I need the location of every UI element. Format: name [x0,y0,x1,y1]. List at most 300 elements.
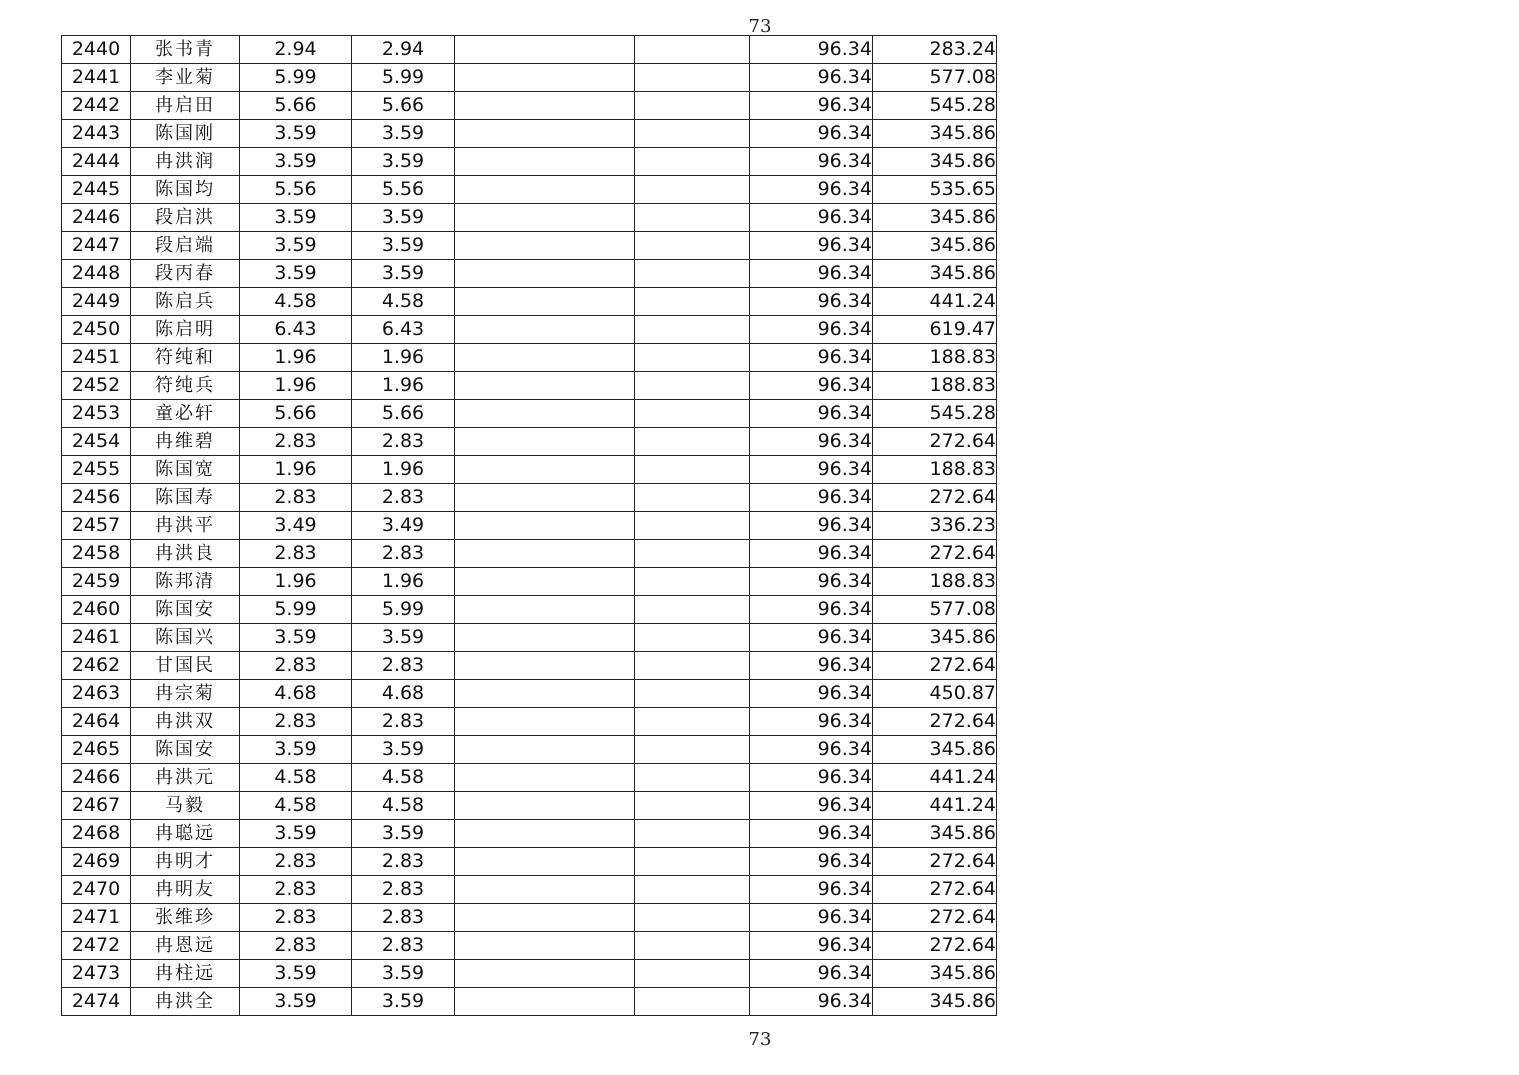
row-id-cell: 2440 [62,36,131,64]
table-row [62,344,997,372]
row-value-a-cell: 3.59 [240,260,352,288]
row-value-b-cell: 3.59 [352,232,455,260]
row-empty-cell-1 [455,652,635,680]
row-empty-cell-2 [635,904,750,932]
row-amount-cell: 345.86 [873,260,997,288]
row-rate-cell: 96.34 [750,428,873,456]
row-empty-cell-2 [635,204,750,232]
row-amount-cell: 441.24 [873,792,997,820]
row-empty-cell-2 [635,148,750,176]
row-value-a-cell: 3.59 [240,960,352,988]
row-empty-cell-1 [455,904,635,932]
row-name-cell: 陈国宽 [131,456,240,484]
row-rate-cell: 96.34 [750,512,873,540]
row-value-b-cell: 5.66 [352,92,455,120]
row-empty-cell-1 [455,988,635,1016]
row-amount-cell: 272.64 [873,540,997,568]
row-value-a-cell: 4.68 [240,680,352,708]
row-value-a-cell: 2.83 [240,652,352,680]
row-empty-cell-1 [455,484,635,512]
row-amount-cell: 283.24 [873,36,997,64]
row-empty-cell-1 [455,764,635,792]
row-name-cell: 张书青 [131,36,240,64]
row-name-cell: 冉洪润 [131,148,240,176]
row-value-a-cell: 3.59 [240,624,352,652]
row-value-a-cell: 2.83 [240,876,352,904]
row-rate-cell: 96.34 [750,36,873,64]
row-value-b-cell: 2.83 [352,708,455,736]
row-empty-cell-1 [455,456,635,484]
row-value-b-cell: 3.59 [352,988,455,1016]
row-value-b-cell: 3.59 [352,148,455,176]
table-row [62,428,997,456]
row-value-b-cell: 3.49 [352,512,455,540]
table-row [62,988,997,1016]
row-amount-cell: 577.08 [873,64,997,92]
row-name-cell: 陈启明 [131,316,240,344]
row-value-a-cell: 5.99 [240,64,352,92]
row-rate-cell: 96.34 [750,260,873,288]
row-empty-cell-2 [635,260,750,288]
row-id-cell: 2452 [62,372,131,400]
row-empty-cell-1 [455,120,635,148]
row-rate-cell: 96.34 [750,820,873,848]
row-name-cell: 甘国民 [131,652,240,680]
row-empty-cell-2 [635,708,750,736]
row-amount-cell: 441.24 [873,288,997,316]
row-name-cell: 冉维碧 [131,428,240,456]
row-id-cell: 2457 [62,512,131,540]
row-empty-cell-1 [455,512,635,540]
row-empty-cell-1 [455,876,635,904]
row-value-a-cell: 4.58 [240,764,352,792]
row-name-cell: 段启洪 [131,204,240,232]
table-row [62,484,997,512]
row-rate-cell: 96.34 [750,344,873,372]
row-value-b-cell: 2.83 [352,848,455,876]
table-row [62,372,997,400]
row-rate-cell: 96.34 [750,92,873,120]
row-empty-cell-1 [455,36,635,64]
row-name-cell: 冉柱远 [131,960,240,988]
row-name-cell: 冉明才 [131,848,240,876]
row-amount-cell: 441.24 [873,764,997,792]
table-row [62,736,997,764]
row-amount-cell: 336.23 [873,512,997,540]
row-amount-cell: 272.64 [873,876,997,904]
row-empty-cell-1 [455,176,635,204]
row-value-b-cell: 3.59 [352,736,455,764]
table-row [62,568,997,596]
table-row [62,120,997,148]
row-amount-cell: 345.86 [873,988,997,1016]
row-value-a-cell: 3.59 [240,820,352,848]
table-row [62,596,997,624]
row-empty-cell-2 [635,176,750,204]
row-name-cell: 冉聪远 [131,820,240,848]
row-value-a-cell: 5.56 [240,176,352,204]
row-id-cell: 2467 [62,792,131,820]
row-name-cell: 陈邦清 [131,568,240,596]
row-rate-cell: 96.34 [750,456,873,484]
row-empty-cell-1 [455,932,635,960]
row-name-cell: 冉洪良 [131,540,240,568]
row-amount-cell: 188.83 [873,344,997,372]
row-value-b-cell: 2.83 [352,540,455,568]
row-amount-cell: 272.64 [873,652,997,680]
row-value-b-cell: 4.58 [352,288,455,316]
row-amount-cell: 345.86 [873,120,997,148]
row-value-b-cell: 3.59 [352,120,455,148]
table-row [62,232,997,260]
row-amount-cell: 577.08 [873,596,997,624]
row-empty-cell-1 [455,64,635,92]
row-empty-cell-2 [635,540,750,568]
row-empty-cell-2 [635,456,750,484]
row-rate-cell: 96.34 [750,540,873,568]
row-value-a-cell: 3.59 [240,988,352,1016]
row-value-b-cell: 2.83 [352,932,455,960]
row-name-cell: 李业菊 [131,64,240,92]
row-empty-cell-1 [455,736,635,764]
row-name-cell: 马毅 [131,792,240,820]
row-empty-cell-2 [635,232,750,260]
row-rate-cell: 96.34 [750,204,873,232]
row-name-cell: 陈国兴 [131,624,240,652]
row-amount-cell: 188.83 [873,456,997,484]
row-value-a-cell: 4.58 [240,288,352,316]
row-empty-cell-1 [455,708,635,736]
row-id-cell: 2454 [62,428,131,456]
row-id-cell: 2458 [62,540,131,568]
row-empty-cell-2 [635,764,750,792]
row-id-cell: 2445 [62,176,131,204]
row-id-cell: 2459 [62,568,131,596]
row-id-cell: 2443 [62,120,131,148]
table-row [62,92,997,120]
row-rate-cell: 96.34 [750,596,873,624]
table-row [62,36,997,64]
row-id-cell: 2460 [62,596,131,624]
row-id-cell: 2461 [62,624,131,652]
row-empty-cell-2 [635,484,750,512]
row-value-a-cell: 3.59 [240,232,352,260]
row-value-a-cell: 3.59 [240,736,352,764]
row-id-cell: 2471 [62,904,131,932]
row-value-a-cell: 3.49 [240,512,352,540]
row-name-cell: 符纯和 [131,344,240,372]
row-name-cell: 冉宗菊 [131,680,240,708]
row-value-b-cell: 2.83 [352,428,455,456]
row-value-b-cell: 3.59 [352,960,455,988]
row-value-b-cell: 1.96 [352,456,455,484]
row-amount-cell: 272.64 [873,708,997,736]
row-name-cell: 冉明友 [131,876,240,904]
row-value-b-cell: 5.99 [352,64,455,92]
table-row [62,960,997,988]
row-amount-cell: 535.65 [873,176,997,204]
row-name-cell: 童必轩 [131,400,240,428]
table-row [62,680,997,708]
row-id-cell: 2451 [62,344,131,372]
row-value-b-cell: 4.68 [352,680,455,708]
row-name-cell: 冉洪双 [131,708,240,736]
table-row [62,204,997,232]
row-value-b-cell: 1.96 [352,372,455,400]
row-name-cell: 段启端 [131,232,240,260]
row-value-b-cell: 5.66 [352,400,455,428]
row-empty-cell-1 [455,568,635,596]
row-name-cell: 陈启兵 [131,288,240,316]
table-row [62,764,997,792]
row-empty-cell-2 [635,652,750,680]
row-empty-cell-1 [455,372,635,400]
row-empty-cell-1 [455,540,635,568]
table-row [62,820,997,848]
row-id-cell: 2450 [62,316,131,344]
row-empty-cell-2 [635,624,750,652]
row-empty-cell-2 [635,36,750,64]
row-value-a-cell: 1.96 [240,456,352,484]
table-row [62,652,997,680]
row-empty-cell-2 [635,792,750,820]
row-value-a-cell: 2.83 [240,848,352,876]
row-id-cell: 2446 [62,204,131,232]
row-name-cell: 冉洪平 [131,512,240,540]
row-amount-cell: 188.83 [873,372,997,400]
row-amount-cell: 545.28 [873,92,997,120]
table-row [62,176,997,204]
table-row [62,932,997,960]
row-rate-cell: 96.34 [750,932,873,960]
row-rate-cell: 96.34 [750,372,873,400]
row-empty-cell-1 [455,596,635,624]
row-value-a-cell: 1.96 [240,344,352,372]
row-rate-cell: 96.34 [750,316,873,344]
row-empty-cell-2 [635,596,750,624]
row-rate-cell: 96.34 [750,848,873,876]
row-value-b-cell: 3.59 [352,204,455,232]
row-empty-cell-1 [455,148,635,176]
row-amount-cell: 272.64 [873,932,997,960]
row-rate-cell: 96.34 [750,568,873,596]
row-name-cell: 冉恩远 [131,932,240,960]
table-body [62,36,997,1016]
row-id-cell: 2465 [62,736,131,764]
row-value-a-cell: 2.94 [240,36,352,64]
table-row [62,792,997,820]
row-id-cell: 2466 [62,764,131,792]
table-row [62,848,997,876]
row-id-cell: 2447 [62,232,131,260]
row-amount-cell: 345.86 [873,232,997,260]
table-row [62,708,997,736]
row-amount-cell: 272.64 [873,428,997,456]
row-empty-cell-2 [635,92,750,120]
row-empty-cell-1 [455,232,635,260]
row-empty-cell-1 [455,680,635,708]
row-value-b-cell: 6.43 [352,316,455,344]
row-value-b-cell: 2.94 [352,36,455,64]
row-name-cell: 冉洪元 [131,764,240,792]
row-empty-cell-2 [635,288,750,316]
row-empty-cell-2 [635,988,750,1016]
row-value-a-cell: 5.66 [240,92,352,120]
row-id-cell: 2442 [62,92,131,120]
row-rate-cell: 96.34 [750,64,873,92]
row-amount-cell: 272.64 [873,904,997,932]
row-id-cell: 2468 [62,820,131,848]
row-empty-cell-2 [635,64,750,92]
row-value-b-cell: 4.58 [352,764,455,792]
row-amount-cell: 450.87 [873,680,997,708]
row-value-a-cell: 5.99 [240,596,352,624]
row-name-cell: 陈国安 [131,736,240,764]
table-row [62,456,997,484]
row-empty-cell-1 [455,316,635,344]
row-empty-cell-2 [635,400,750,428]
row-rate-cell: 96.34 [750,904,873,932]
row-amount-cell: 619.47 [873,316,997,344]
row-id-cell: 2464 [62,708,131,736]
row-amount-cell: 545.28 [873,400,997,428]
row-value-b-cell: 5.56 [352,176,455,204]
row-empty-cell-2 [635,120,750,148]
row-value-b-cell: 3.59 [352,820,455,848]
row-value-a-cell: 5.66 [240,400,352,428]
table-row [62,512,997,540]
row-id-cell: 2463 [62,680,131,708]
row-value-a-cell: 2.83 [240,428,352,456]
table-row [62,904,997,932]
row-name-cell: 冉启田 [131,92,240,120]
table-row [62,624,997,652]
row-name-cell: 冉洪全 [131,988,240,1016]
row-value-b-cell: 4.58 [352,792,455,820]
row-rate-cell: 96.34 [750,232,873,260]
row-empty-cell-2 [635,428,750,456]
row-name-cell: 陈国寿 [131,484,240,512]
row-name-cell: 陈国刚 [131,120,240,148]
row-empty-cell-2 [635,680,750,708]
row-rate-cell: 96.34 [750,148,873,176]
row-id-cell: 2472 [62,932,131,960]
row-empty-cell-1 [455,288,635,316]
row-empty-cell-1 [455,344,635,372]
row-empty-cell-2 [635,344,750,372]
row-name-cell: 陈国安 [131,596,240,624]
row-amount-cell: 272.64 [873,848,997,876]
row-amount-cell: 345.86 [873,960,997,988]
row-value-b-cell: 3.59 [352,624,455,652]
row-rate-cell: 96.34 [750,288,873,316]
row-rate-cell: 96.34 [750,988,873,1016]
row-empty-cell-1 [455,624,635,652]
row-rate-cell: 96.34 [750,484,873,512]
row-id-cell: 2455 [62,456,131,484]
row-rate-cell: 96.34 [750,400,873,428]
row-empty-cell-2 [635,372,750,400]
page-number-top: 73 [748,16,772,37]
row-empty-cell-1 [455,820,635,848]
row-empty-cell-2 [635,736,750,764]
row-amount-cell: 272.64 [873,484,997,512]
row-id-cell: 2470 [62,876,131,904]
row-id-cell: 2449 [62,288,131,316]
row-amount-cell: 345.86 [873,820,997,848]
row-empty-cell-1 [455,204,635,232]
row-name-cell: 段丙春 [131,260,240,288]
row-name-cell: 符纯兵 [131,372,240,400]
row-amount-cell: 345.86 [873,204,997,232]
table-row [62,316,997,344]
table-row [62,400,997,428]
page-number-bottom: 73 [748,1029,772,1050]
table-row [62,540,997,568]
row-value-b-cell: 1.96 [352,344,455,372]
row-rate-cell: 96.34 [750,876,873,904]
row-name-cell: 张维珍 [131,904,240,932]
row-id-cell: 2444 [62,148,131,176]
row-value-a-cell: 1.96 [240,372,352,400]
row-rate-cell: 96.34 [750,680,873,708]
row-value-a-cell: 2.83 [240,904,352,932]
row-value-b-cell: 2.83 [352,652,455,680]
row-rate-cell: 96.34 [750,736,873,764]
row-id-cell: 2462 [62,652,131,680]
row-value-b-cell: 2.83 [352,904,455,932]
row-rate-cell: 96.34 [750,176,873,204]
row-value-a-cell: 2.83 [240,708,352,736]
row-value-b-cell: 1.96 [352,568,455,596]
row-rate-cell: 96.34 [750,652,873,680]
row-rate-cell: 96.34 [750,120,873,148]
row-empty-cell-1 [455,848,635,876]
row-empty-cell-2 [635,568,750,596]
row-value-b-cell: 3.59 [352,260,455,288]
row-id-cell: 2469 [62,848,131,876]
row-value-b-cell: 5.99 [352,596,455,624]
row-id-cell: 2448 [62,260,131,288]
row-value-a-cell: 6.43 [240,316,352,344]
row-empty-cell-2 [635,876,750,904]
row-empty-cell-1 [455,792,635,820]
row-rate-cell: 96.34 [750,624,873,652]
table-row [62,148,997,176]
row-amount-cell: 345.86 [873,736,997,764]
row-empty-cell-1 [455,92,635,120]
row-id-cell: 2441 [62,64,131,92]
table-row [62,288,997,316]
row-value-b-cell: 2.83 [352,484,455,512]
row-value-a-cell: 2.83 [240,932,352,960]
row-rate-cell: 96.34 [750,708,873,736]
row-empty-cell-2 [635,932,750,960]
row-empty-cell-1 [455,400,635,428]
row-empty-cell-2 [635,512,750,540]
row-amount-cell: 188.83 [873,568,997,596]
row-value-b-cell: 2.83 [352,876,455,904]
row-value-a-cell: 3.59 [240,120,352,148]
table-row [62,260,997,288]
data-table [61,35,997,1016]
row-value-a-cell: 2.83 [240,484,352,512]
row-id-cell: 2474 [62,988,131,1016]
row-id-cell: 2456 [62,484,131,512]
row-value-a-cell: 1.96 [240,568,352,596]
row-amount-cell: 345.86 [873,148,997,176]
row-rate-cell: 96.34 [750,764,873,792]
